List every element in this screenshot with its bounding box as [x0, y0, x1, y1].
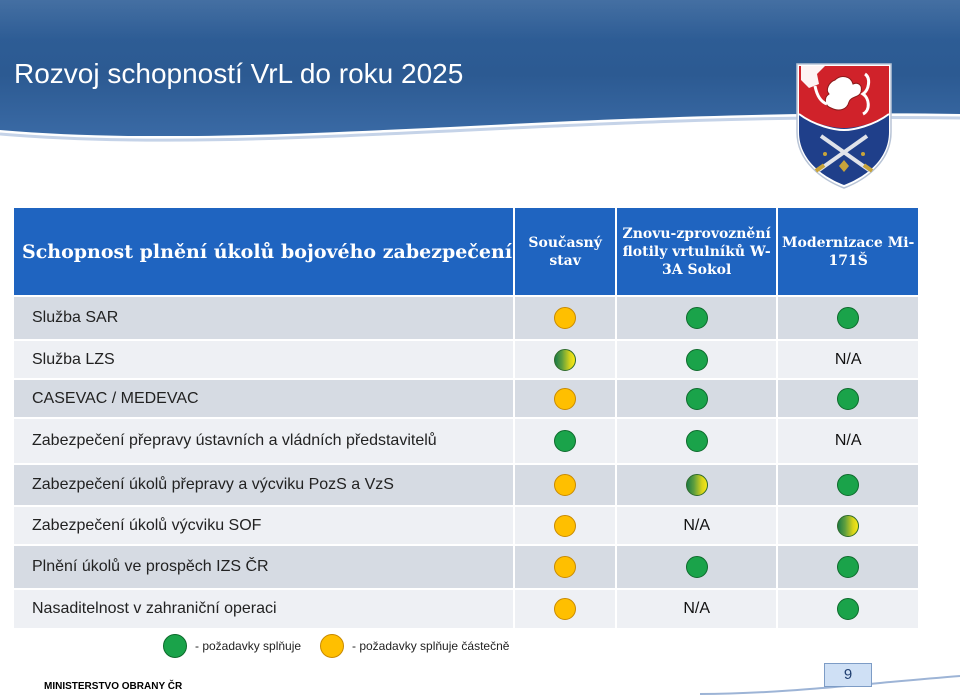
row-label: Zabezpečení úkolů přepravy a výcviku PozS a VzS — [14, 465, 513, 505]
na-text: N/A — [683, 516, 710, 534]
table-row — [14, 507, 918, 544]
status-cell — [617, 419, 776, 463]
table-row — [14, 297, 918, 339]
status-cell — [515, 380, 615, 417]
status-cell — [617, 546, 776, 588]
row-label: Služba LZS — [14, 341, 513, 378]
status-cell — [778, 419, 918, 463]
header-mi171: Modernizace Mi-171Š — [778, 208, 918, 295]
green-status-icon — [686, 349, 708, 371]
green-status-icon — [163, 634, 187, 658]
header-current-state: Současný stav — [515, 208, 615, 295]
green-status-icon — [837, 307, 859, 329]
status-cell — [617, 590, 776, 628]
na-text: N/A — [834, 432, 862, 449]
orange-status-icon — [554, 307, 576, 329]
status-cell — [778, 297, 918, 339]
status-cell — [515, 341, 615, 378]
row-label: Nasaditelnost v zahraniční operaci — [14, 590, 513, 628]
orange-status-icon — [320, 634, 344, 658]
orange-status-icon — [554, 598, 576, 620]
orange-status-icon — [554, 388, 576, 410]
status-cell — [778, 546, 918, 588]
green-status-icon — [837, 556, 859, 578]
status-cell — [778, 507, 918, 544]
table-row — [14, 546, 918, 588]
green-status-icon — [686, 430, 708, 452]
czech-lion-swords-emblem-icon — [795, 62, 893, 190]
page-title: Rozvoj schopností VrL do roku 2025 — [14, 58, 464, 89]
legend-orange — [320, 634, 509, 658]
orange-status-icon — [554, 515, 576, 537]
orange-status-icon — [554, 556, 576, 578]
green-status-icon — [837, 598, 859, 620]
status-cell — [515, 507, 615, 544]
banner-gloss — [0, 0, 960, 40]
row-label: Plnění úkolů ve prospěch IZS ČR — [14, 546, 513, 588]
table-row — [14, 590, 918, 628]
status-cell — [515, 419, 615, 463]
status-cell — [617, 380, 776, 417]
green-status-icon — [837, 388, 859, 410]
legend-green-label: - požadavky splňuje — [195, 639, 302, 653]
status-cell — [617, 341, 776, 378]
table-row — [14, 419, 918, 463]
na-text: N/A — [834, 350, 862, 368]
header-capability: Schopnost plnění úkolů bojového zabezpečení — [14, 208, 513, 295]
row-label: Služba SAR — [14, 297, 513, 339]
table-header-row — [14, 208, 918, 295]
footer-ministry: MINISTERSTVO OBRANY ČR — [44, 681, 183, 692]
status-cell — [778, 465, 918, 505]
status-cell — [515, 465, 615, 505]
status-cell — [617, 465, 776, 505]
status-cell — [778, 341, 918, 378]
green-status-icon — [686, 556, 708, 578]
mixed-status-icon — [554, 349, 576, 371]
status-cell — [515, 590, 615, 628]
mixed-status-icon — [686, 474, 708, 496]
status-cell — [778, 590, 918, 628]
row-label: Zabezpečení přepravy ústavních a vládních představitelů — [14, 419, 513, 463]
orange-status-icon — [554, 474, 576, 496]
status-cell — [617, 507, 776, 544]
mixed-status-icon — [837, 515, 859, 537]
legend-orange-label: - požadavky splňuje částečně — [352, 639, 510, 653]
table-row — [14, 465, 918, 505]
na-text: N/A — [683, 600, 710, 617]
table-row — [14, 380, 918, 417]
status-cell — [617, 297, 776, 339]
green-status-icon — [686, 388, 708, 410]
table-row — [14, 341, 918, 378]
header-w3a-sokol: Znovu-zprovoznění flotily vrtulníků W-3A Sokol — [617, 208, 776, 295]
capability-table — [12, 206, 920, 630]
row-label: Zabezpečení úkolů výcviku SOF — [14, 507, 513, 544]
row-label: CASEVAC / MEDEVAC — [14, 380, 513, 417]
legend-green — [163, 634, 301, 658]
page-number: 9 — [824, 663, 872, 687]
green-status-icon — [554, 430, 576, 452]
green-status-icon — [837, 474, 859, 496]
status-cell — [515, 297, 615, 339]
status-cell — [515, 546, 615, 588]
status-cell — [778, 380, 918, 417]
green-status-icon — [686, 307, 708, 329]
